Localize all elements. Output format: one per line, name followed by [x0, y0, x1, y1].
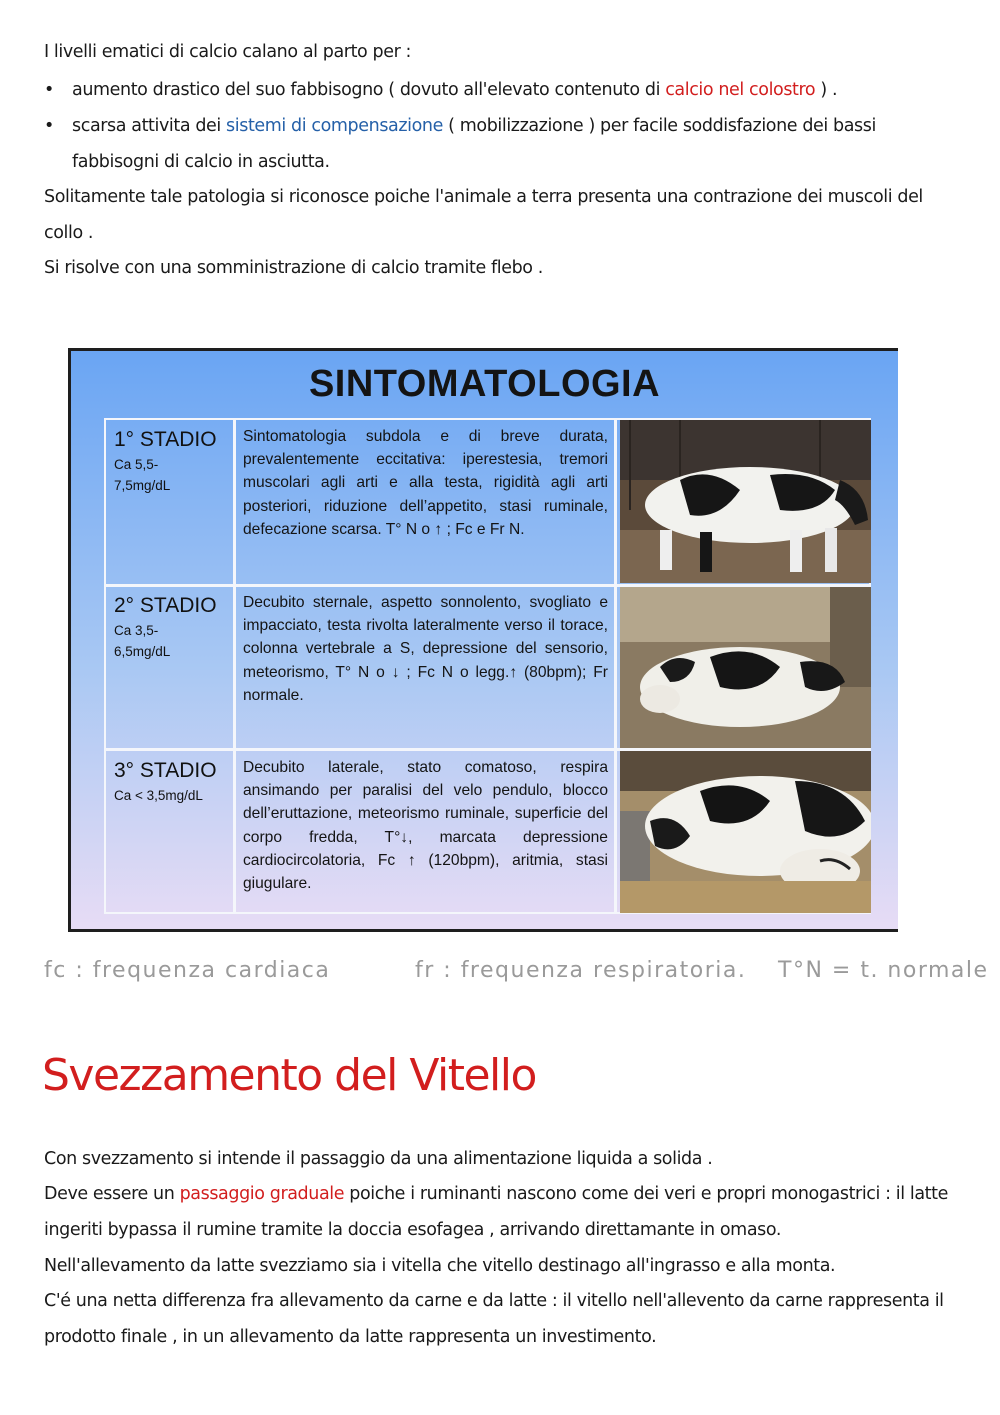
bullet-text: ( mobilizzazione ) per facile soddisfazione dei bassi [442, 116, 876, 136]
bullet-dot: • [44, 116, 54, 136]
calcium-range: 6,5mg/dL [114, 644, 171, 659]
symptoms-slide [68, 348, 898, 932]
highlight-text: calcio nel colostro [665, 80, 816, 100]
bullet-dot: • [44, 80, 54, 100]
calcium-range: Ca 5,5- [114, 457, 159, 472]
calcium-range: Ca < 3,5mg/dL [114, 788, 203, 803]
cow-photo-lying-lateral [620, 751, 871, 913]
paragraph-line: Nell'allevamento da latte svezziamo sia i vitella che vitello destinago all'ingrasso e alla monta. [44, 1256, 836, 1276]
paragraph-line: ingeriti bypassa il rumine tramite la doccia esofagea , arrivando direttamante in omaso. [44, 1220, 782, 1240]
paragraph-line: Solitamente tale patologia si riconosce poiche l'animale a terra presenta una contrazione dei muscoli del [44, 187, 923, 207]
bullet-text: ) . [815, 80, 838, 100]
stage-name: 2° STADIO [114, 594, 217, 617]
bullet-text: aumento drastico del suo fabbisogno ( dovuto all'elevato contenuto di [72, 80, 666, 100]
stage-2-description: Decubito sternale, aspetto sonnolento, svogliato e impacciato, testa rivolta lateralmente verso il torace, colonna vertebrale a S, depressione del sensorio, meteorismo, T° N o ↓ ; Fc N o legg.↑ (80bpm); Fr normale. [243, 594, 608, 704]
calcium-range: Ca 3,5- [114, 623, 159, 638]
intro-line: I livelli ematici di calcio calano al parto per : [44, 42, 412, 62]
section-title: Svezzamento del Vitello [42, 1050, 536, 1101]
stage-name: 3° STADIO [114, 759, 217, 782]
calcium-range: 7,5mg/dL [114, 478, 171, 493]
stage-1-label [114, 428, 217, 496]
bullet-continuation: fabbisogni di calcio in asciutta. [72, 152, 330, 172]
stage-2-label [114, 594, 217, 662]
stage-name: 1° STADIO [114, 428, 217, 451]
cow-photo-standing [620, 420, 871, 583]
highlight-text: passaggio graduale [179, 1184, 345, 1204]
paragraph-line: collo . [44, 223, 94, 243]
highlight-text: sistemi di compensazione [226, 116, 443, 136]
paragraph-line: Si risolve con una somministrazione di calcio tramite flebo . [44, 258, 543, 278]
bullet-item [72, 116, 876, 136]
note-fc: fc : frequenza cardiaca [44, 958, 331, 983]
note-tn: T°N = t. normale [778, 958, 989, 983]
note-fr: fr : frequenza respiratoria. [415, 958, 747, 983]
paragraph-text: poiche i ruminanti nascono come dei veri e propri monogastrici : il latte [344, 1184, 948, 1204]
bullet-item [72, 80, 837, 100]
stage-3-label [114, 759, 217, 806]
paragraph-line: C'é una netta differenza fra allevamento da carne e da latte : il vitello nell'allevento da carne rappresenta il [44, 1291, 944, 1311]
stage-1-description: Sintomatologia subdola e di breve durata, prevalentemente eccitativa: iperestesia, tremori muscolari agli arti e alla testa, rigidità agli arti posteriori, riduzione dell’appetito, stasi ruminale, defecazione scarsa. T° N o ↑ ; Fc e Fr N. [243, 428, 608, 538]
paragraph-text: Deve essere un [44, 1184, 180, 1204]
stage-3-description: Decubito laterale, stato comatoso, respira ansimando per paralisi del velo pendulo, blocco dell’eruttazione, meteorismo ruminale, superficie del corpo fredda, T°↓, marcata depressione cardiocircolatoria, Fc ↑ (120bpm), aritmia, stasi giugulare. [243, 759, 608, 893]
paragraph-line [44, 1184, 948, 1204]
stages-table [104, 418, 871, 914]
slide-title: SINTOMATOLOGIA [308, 363, 661, 405]
cow-photo-lying-sternal [620, 587, 871, 748]
paragraph-line: prodotto finale , in un allevamento da latte rappresenta un investimento. [44, 1327, 657, 1347]
bullet-text: scarsa attivita dei [72, 116, 227, 136]
paragraph-line: Con svezzamento si intende il passaggio da una alimentazione liquida a solida . [44, 1149, 713, 1169]
